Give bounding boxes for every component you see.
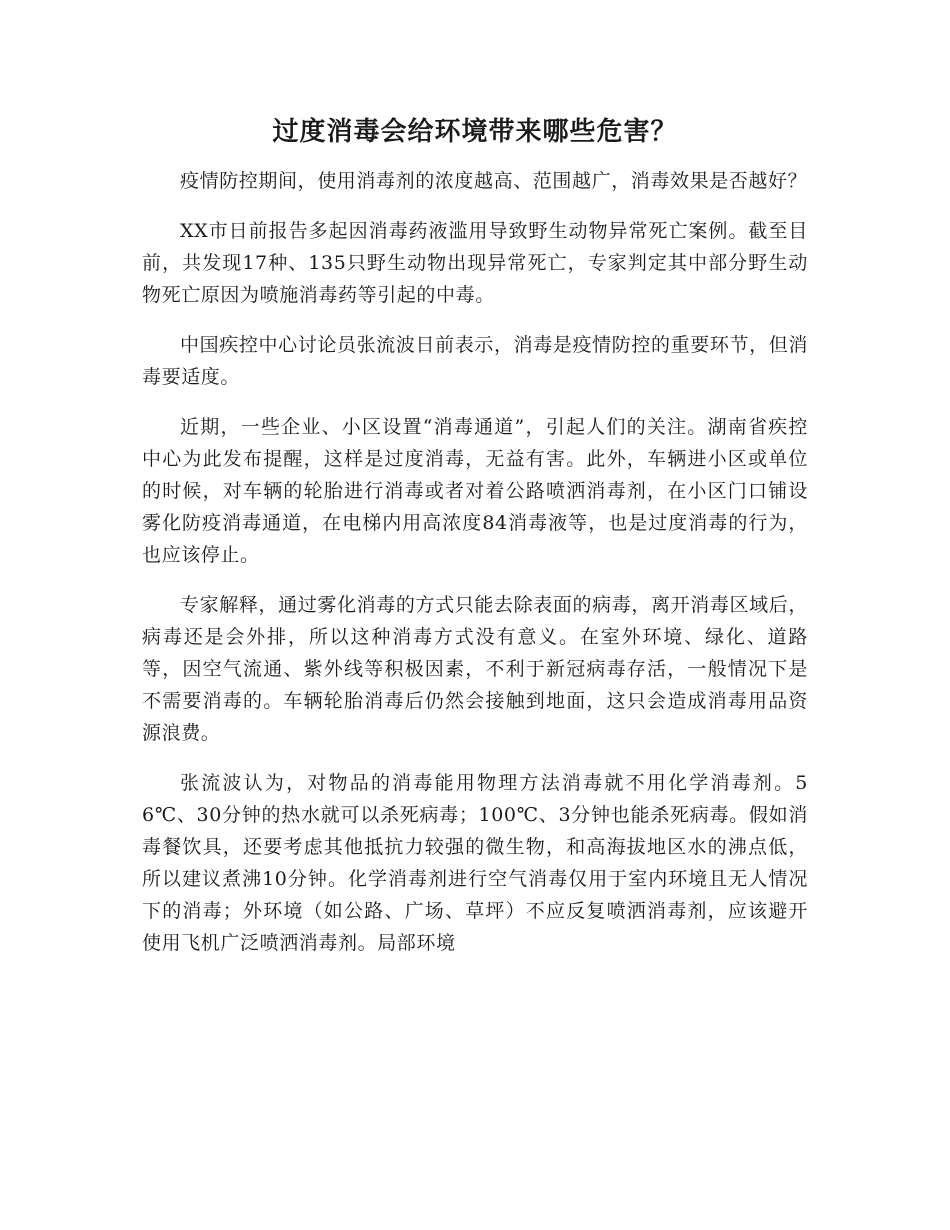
paragraph-2: XX市日前报告多起因消毒药液滥用导致野生动物异常死亡案例。截至目前，共发现17种、135只野生动物出现异常死亡，专家判定其中部分野生动物死亡原因为喷施消毒药等引起的中毒。 xyxy=(142,220,808,306)
paragraph-6: 张流波认为，对物品的消毒能用物理方法消毒就不用化学消毒剂。56℃、30分钟的热水就可以杀死病毒；100℃、3分钟也能杀死病毒。假如消毒餐饮具，还要考虑其他抵抗力较强的微生物，和高海拔地区水的沸点低，所以建议煮沸10分钟。化学消毒剂进行空气消毒仅用于室内环境且无人情况下的消毒；外环境（如公路、广场、草坪）不应反复喷洒消毒剂，应该避开使用飞机广泛喷洒消毒剂。局部环境 xyxy=(142,772,808,954)
document-title: 过度消毒会给环境带来哪些危害？ xyxy=(272,117,678,147)
paragraph-4: 近期，一些企业、小区设置“消毒通道”，引起人们的关注。湖南省疾控中心为此发布提醒，这样是过度消毒，无益有害。此外，车辆进小区或单位的时候，对车辆的轮胎进行消毒或者对着公路喷洒消毒剂，在小区门口铺设雾化防疫消毒通道，在电梯内用高浓度84消毒液等，也是过度消毒的行为，也应该停止。 xyxy=(142,416,808,566)
paragraph-3: 中国疾控中心讨论员张流波日前表示，消毒是疫情防控的重要环节，但消毒要适度。 xyxy=(142,334,808,388)
paragraph-5: 专家解释，通过雾化消毒的方式只能去除表面的病毒，离开消毒区域后，病毒还是会外排，所以这种消毒方式没有意义。在室外环境、绿化、道路等，因空气流通、紫外线等积极因素，不利于新冠病毒存活，一般情况下是不需要消毒的。车辆轮胎消毒后仍然会接触到地面，这只会造成消毒用品资源浪费。 xyxy=(142,594,808,744)
document-body xyxy=(142,165,808,977)
paragraph-1: 疫情防控期间，使用消毒剂的浓度越高、范围越广，消毒效果是否越好？ xyxy=(180,170,808,192)
